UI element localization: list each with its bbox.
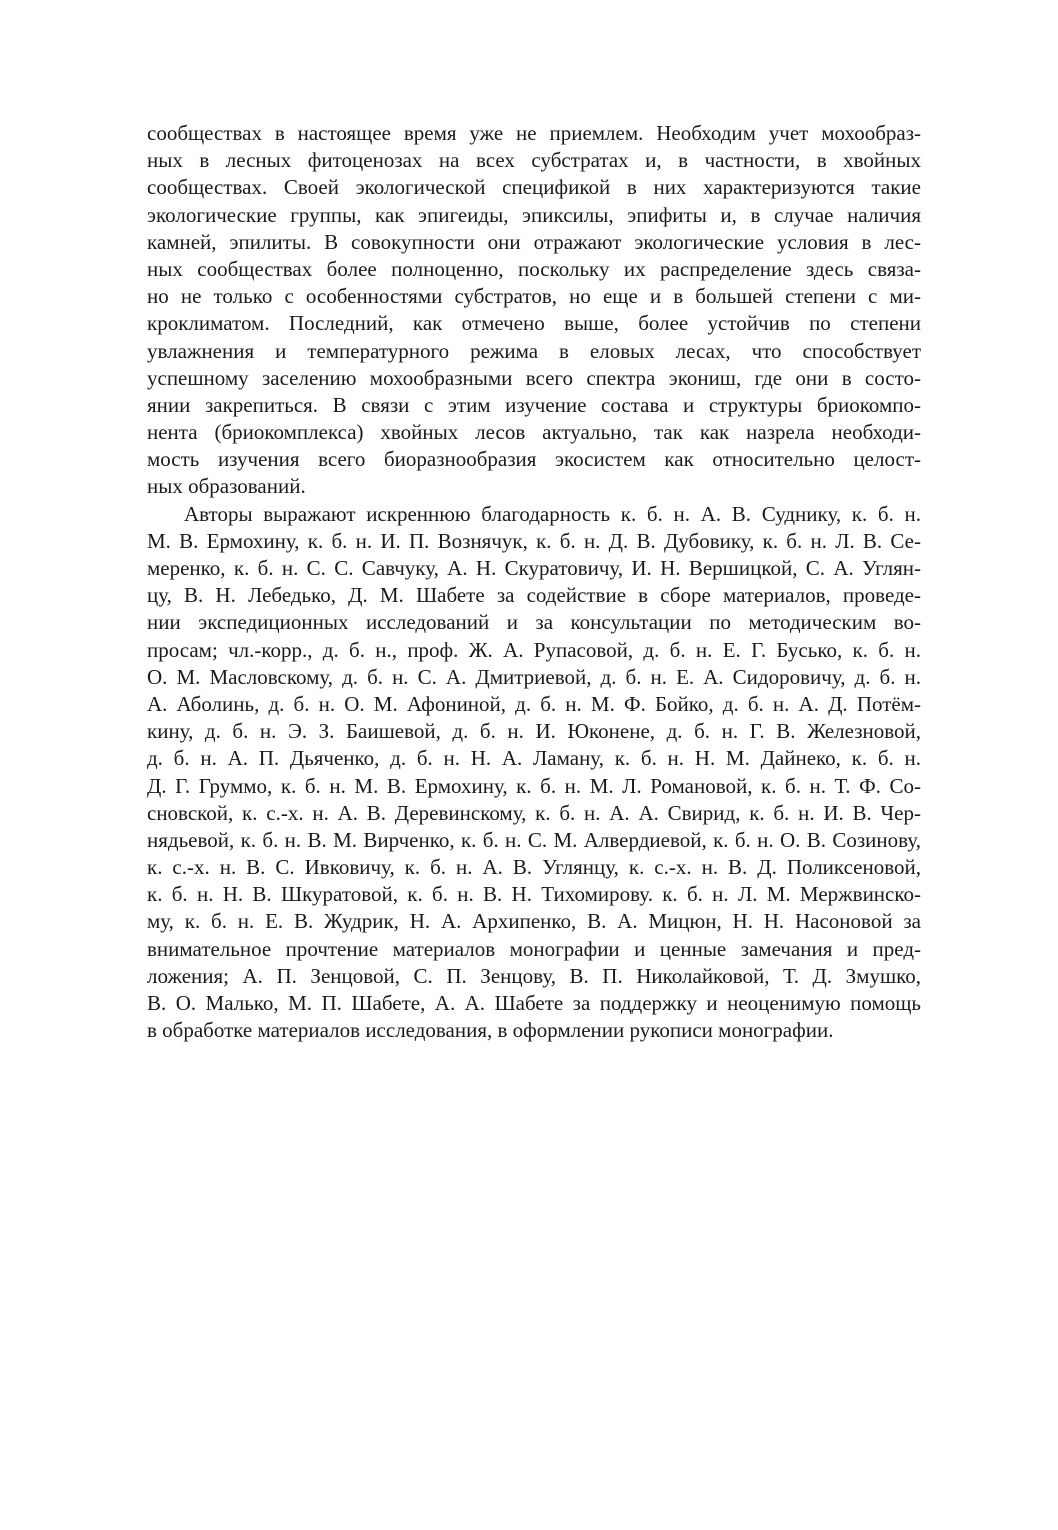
text-line: сообществах. Своей экологической спецификой в них характеризуются такие [147,175,921,200]
text-line: сообществах в настоящее время уже не приемлем. Необходим учет мохообраз- [147,121,921,145]
text-line: к. с.-х. н. В. С. Ивковичу, к. б. н. А. В. Углянцу, к. с.-х. н. В. Д. Поликсеновой, [147,855,921,880]
document-page [147,120,921,1044]
text-line: просам; чл.-корр., д. б. н., проф. Ж. А. Рупасовой, д. б. н. Е. Г. Бусько, к. б. н. [147,637,921,662]
paragraph-acknowledgements [147,501,921,1045]
paragraph-ecology [147,120,921,501]
text-line: мость изучения всего биоразнообразия экосистем как относительно целост- [147,447,921,472]
text-line: меренко, к. б. н. С. С. Савчуку, А. Н. Скуратовичу, И. Н. Вершицкой, С. А. Углян- [147,556,921,580]
text-line: увлажнения и температурного режима в еловых лесах, что способствует [147,338,921,363]
text-line: кроклиматом. Последний, как отмечено выше, более устойчив по степени [147,311,921,336]
text-line: ных образований. [147,474,306,499]
text-line: успешному заселению мохообразными всего спектра экониш, где они в состо- [147,365,921,390]
text-line: ных сообществах более полноценно, поскольку их распределение здесь связа- [147,256,921,281]
text-line: нии экспедиционных исследований и за консультации по методическим во- [147,610,921,635]
text-line: цу, В. Н. Лебедько, Д. М. Шабете за содействие в сборе материалов, проведе- [147,583,921,608]
text-line: му, к. б. н. Е. В. Жудрик, Н. А. Архипенко, В. А. Мицюн, Н. Н. Насоновой за [147,909,921,934]
text-line: Д. Г. Груммо, к. б. н. М. В. Ермохину, к. б. н. М. Л. Романовой, к. б. н. Т. Ф. Со- [147,773,921,798]
text-line: сновской, к. с.-х. н. А. В. Деревинскому, к. б. н. А. А. Свирид, к. б. н. И. В. Чер- [147,800,921,825]
text-line: д. б. н. А. П. Дьяченко, д. б. н. Н. А. Ламану, к. б. н. Н. М. Дайнеко, к. б. н. [147,746,921,771]
text-line: М. В. Ермохину, к. б. н. И. П. Вознячук, к. б. н. Д. В. Дубовику, к. б. н. Л. В. Се- [147,528,921,553]
text-line: ложения; А. П. Зенцовой, С. П. Зенцову, В. П. Николайковой, Т. Д. Змушко, [147,963,921,988]
text-line: камней, эпилиты. В совокупности они отражают экологические условия в лес- [147,229,921,254]
text-line: нента (бриокомплекса) хвойных лесов актуально, так как назрела необходи- [147,420,921,445]
text-line: экологические группы, как эпигеиды, эпиксилы, эпифиты и, в случае наличия [147,202,921,227]
text-line: О. М. Масловскому, д. б. н. С. А. Дмитриевой, д. б. н. Е. А. Сидоровичу, д. б. н. [147,664,921,689]
text-line: ных в лесных фитоценозах на всех субстратах и, в частности, в хвойных [147,148,921,173]
text-line: внимательное прочтение материалов монографии и ценные замечания и пред- [147,936,921,961]
text-line: янии закрепиться. В связи с этим изучение состава и структуры бриокомпо- [147,392,921,417]
text-line: кину, д. б. н. Э. З. Баишевой, д. б. н. И. Юконене, д. б. н. Г. В. Железновой, [147,719,921,744]
text-line: но не только с особенностями субстратов, но еще и в большей степени с ми- [147,284,921,309]
text-line: нядьевой, к. б. н. В. М. Вирченко, к. б. н. С. М. Алвердиевой, к. б. н. О. В. Созинову, [147,827,921,852]
text-line: к. б. н. Н. В. Шкуратовой, к. б. н. В. Н. Тихомирову. к. б. н. Л. М. Мержвинско- [147,882,921,907]
text-line: А. Аболинь, д. б. н. О. М. Афониной, д. б. н. М. Ф. Бойко, д. б. н. А. Д. Потём- [147,691,921,716]
text-line: В. О. Малько, М. П. Шабете, А. А. Шабете за поддержку и неоценимую помощь [147,991,921,1015]
text-line: Авторы выражают искреннюю благодарность к. б. н. А. В. Суднику, к. б. н. [184,501,921,526]
text-line: в обработке материалов исследования, в оформлении рукописи монографии. [147,1018,834,1043]
